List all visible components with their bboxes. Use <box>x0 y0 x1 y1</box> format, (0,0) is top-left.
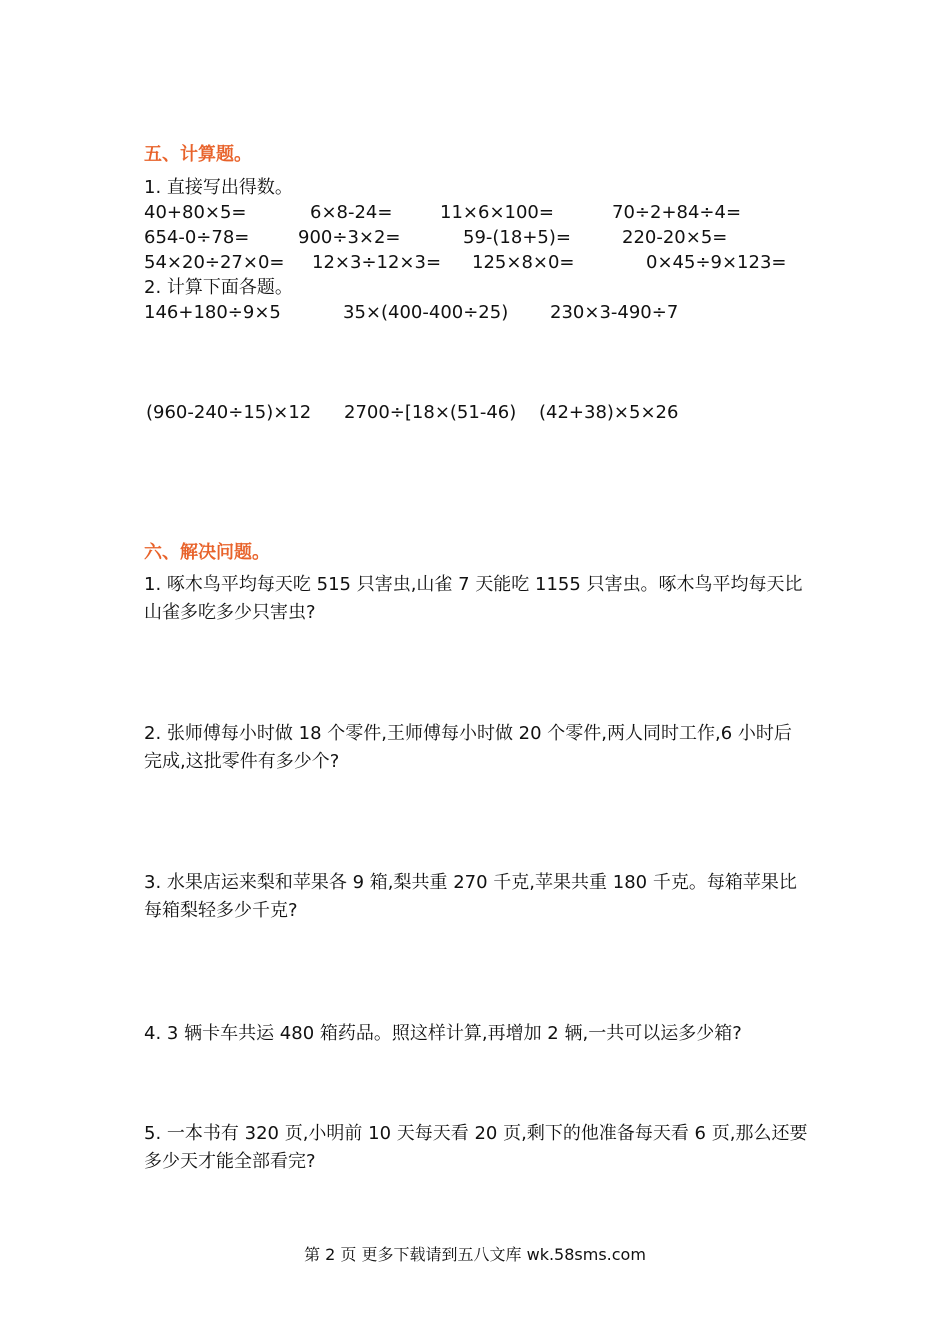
oral-calc-item: 11×6×100= <box>440 202 554 223</box>
word-problem-2: 2. 张师傅每小时做 18 个零件,王师傅每小时做 20 个零件,两人同时工作,6 小时后完成,这批零件有多少个? <box>144 723 792 772</box>
word-problem-3: 3. 水果店运来梨和苹果各 9 箱,梨共重 270 千克,苹果共重 180 千克。每箱苹果比每箱梨轻多少千克? <box>144 872 797 921</box>
oral-calc-item: 40+80×5= <box>144 202 247 223</box>
calc-problem: 35×(400-400÷25) <box>343 302 509 323</box>
word-problem-5: 5. 一本书有 320 页,小明前 10 天每天看 20 页,剩下的他准备每天看 6 页,那么还要多少天才能全部看完? <box>144 1123 808 1172</box>
calc-problem: 146+180÷9×5 <box>144 302 281 323</box>
oral-calc-item: 900÷3×2= <box>298 227 401 248</box>
section-five-title: 五、计算题。 <box>144 144 252 165</box>
calc-problem: (42+38)×5×26 <box>539 402 679 423</box>
q1-label: 1. 直接写出得数。 <box>144 177 293 198</box>
calc-problem: 230×3-490÷7 <box>550 302 679 323</box>
oral-calc-item: 12×3÷12×3= <box>312 252 442 273</box>
section-six-title: 六、解决问题。 <box>144 542 270 563</box>
oral-calc-item: 220-20×5= <box>622 227 728 248</box>
oral-calc-item: 654-0÷78= <box>144 227 250 248</box>
calc-problem: (960-240÷15)×12 <box>146 402 312 423</box>
oral-calc-item: 54×20÷27×0= <box>144 252 285 273</box>
oral-calc-item: 6×8-24= <box>310 202 393 223</box>
word-problem-4: 4. 3 辆卡车共运 480 箱药品。照这样计算,再增加 2 辆,一共可以运多少箱? <box>144 1023 742 1044</box>
oral-calc-item: 125×8×0= <box>472 252 575 273</box>
page-footer: 第 2 页 更多下载请到五八文库 wk.58sms.com <box>304 1245 646 1264</box>
oral-calc-item: 59-(18+5)= <box>463 227 571 248</box>
calc-problem: 2700÷[18×(51-46) <box>344 402 517 423</box>
oral-calc-item: 70÷2+84÷4= <box>612 202 742 223</box>
word-problem-1: 1. 啄木鸟平均每天吃 515 只害虫,山雀 7 天能吃 1155 只害虫。啄木鸟平均每天比山雀多吃多少只害虫? <box>144 574 803 623</box>
q2-label: 2. 计算下面各题。 <box>144 277 293 298</box>
oral-calc-item: 0×45÷9×123= <box>646 252 787 273</box>
